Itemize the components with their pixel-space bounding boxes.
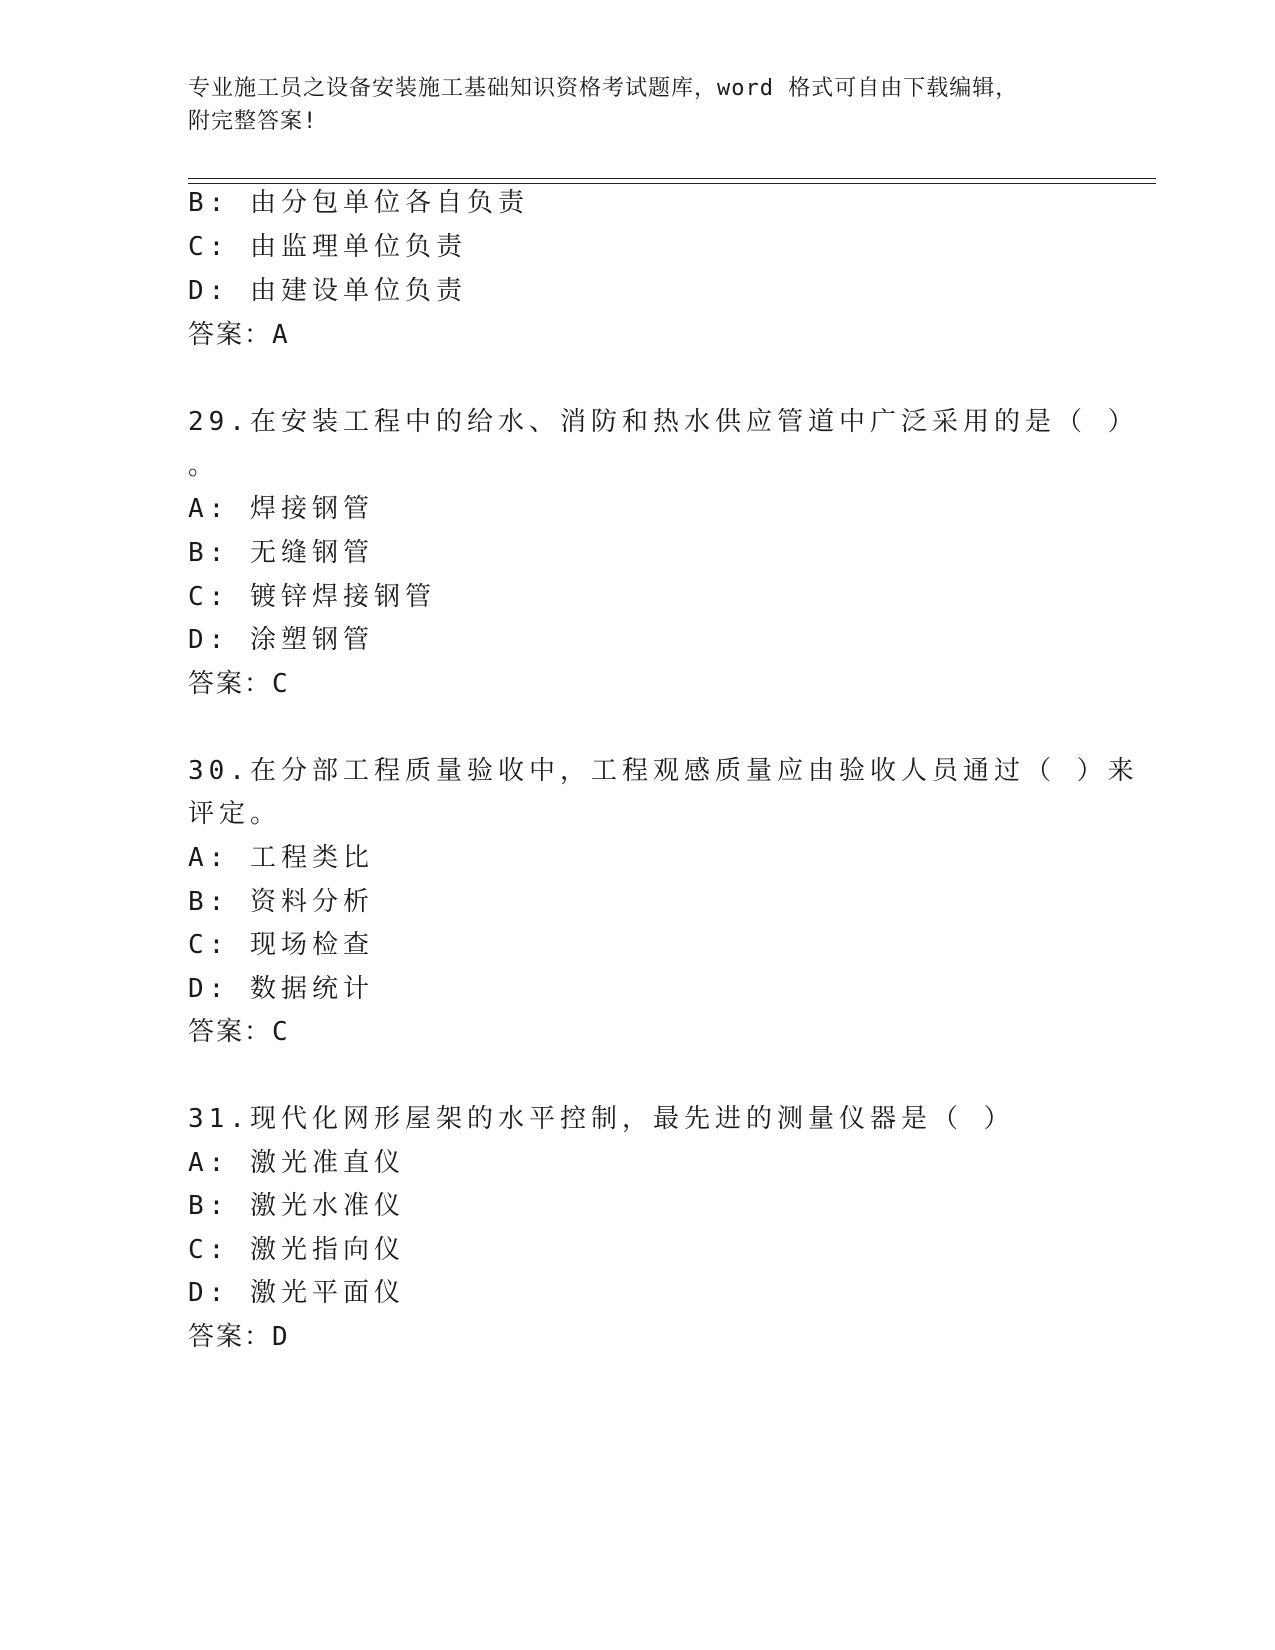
header-line-1: 专业施工员之设备安装施工基础知识资格考试题库，word 格式可自由下载编辑，: [188, 76, 1019, 101]
question-stem: 29.在安装工程中的给水、消防和热水供应管道中广泛采用的是（ ）: [188, 407, 1139, 437]
question-stem-continued: 。: [188, 451, 220, 481]
option-c: C: 现场检查: [188, 930, 374, 960]
option-a: A: 焊接钢管: [188, 494, 374, 524]
answer-line: 答案：C: [188, 669, 290, 699]
option-a: A: 工程类比: [188, 843, 374, 873]
option-d: D: 激光平面仪: [188, 1278, 405, 1308]
question-stem-continued: 评定。: [188, 799, 282, 829]
answer-line: 答案：A: [188, 320, 290, 350]
header-line-2: 附完整答案!: [188, 109, 318, 134]
option-d: D: 涂塑钢管: [188, 625, 374, 655]
question-stem: 30.在分部工程质量验收中，工程观感质量应由验收人员通过（ ）来: [188, 756, 1139, 786]
option-d: D: 由建设单位负责: [188, 276, 467, 306]
answer-line: 答案：D: [188, 1322, 290, 1352]
option-b: B: 无缝钢管: [188, 538, 374, 568]
answer-line: 答案：C: [188, 1017, 290, 1047]
option-c: C: 激光指向仪: [188, 1235, 405, 1265]
option-a: A: 激光准直仪: [188, 1148, 405, 1178]
option-d: D: 数据统计: [188, 974, 374, 1004]
question-stem: 31.现代化网形屋架的水平控制，最先进的测量仪器是（ ）: [188, 1104, 1015, 1134]
option-c: C: 镀锌焊接钢管: [188, 582, 436, 612]
header-divider-bottom: [188, 183, 1156, 184]
option-b: B: 资料分析: [188, 887, 374, 917]
document-header: [188, 72, 1088, 138]
option-c: C: 由监理单位负责: [188, 232, 467, 262]
option-b: B: 激光水准仪: [188, 1191, 405, 1221]
header-divider-top: [188, 178, 1156, 179]
option-b: B: 由分包单位各自负责: [188, 188, 529, 218]
